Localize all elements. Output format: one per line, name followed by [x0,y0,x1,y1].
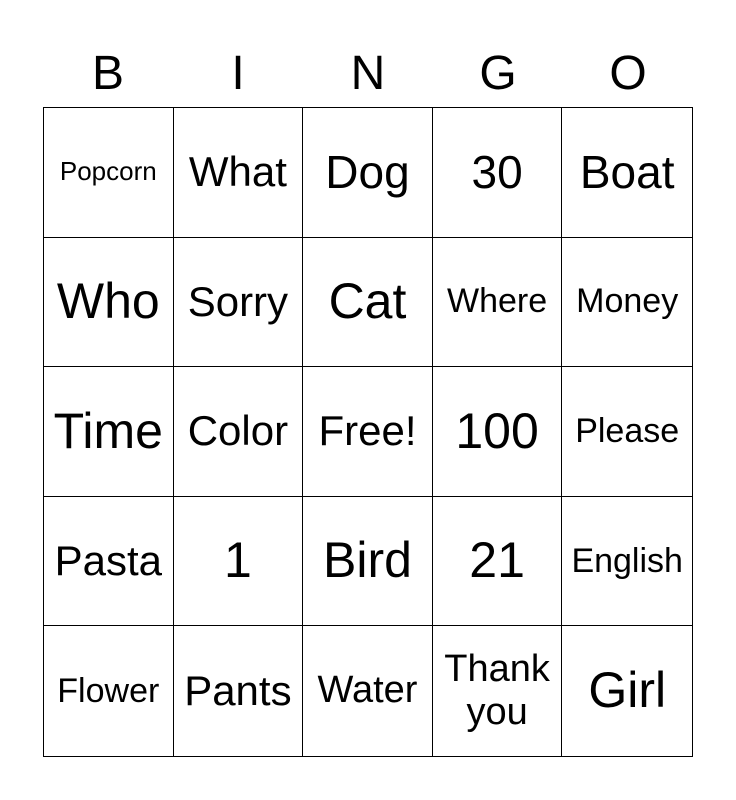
bingo-cell[interactable]: Thank you [433,626,563,756]
bingo-cell[interactable]: Cat [303,238,433,368]
bingo-cell[interactable]: Time [44,367,174,497]
bingo-cell[interactable]: English [562,497,692,627]
bingo-cell[interactable]: Popcorn [44,108,174,238]
bingo-cell[interactable]: Water [303,626,433,756]
bingo-cell[interactable]: 21 [433,497,563,627]
bingo-cell[interactable]: Please [562,367,692,497]
header-letter-n: N [350,47,386,100]
bingo-cell[interactable]: Girl [588,662,667,719]
bingo-cell[interactable]: Money [562,238,692,368]
free-space-cell[interactable]: Free! [303,367,433,497]
bingo-cell[interactable]: Boat [562,108,692,238]
bingo-cell[interactable]: Where [433,238,563,368]
bingo-cell[interactable]: What [174,108,304,238]
header-letter-i: I [231,47,245,100]
bingo-cell[interactable]: Color [174,367,304,497]
header-letter-g: G [479,47,517,100]
bingo-cell[interactable]: Bird [303,497,433,627]
bingo-cell[interactable]: Dog [303,108,433,238]
bingo-cell[interactable]: 1 [174,497,304,627]
bingo-board [43,107,693,757]
bingo-cell[interactable]: Flower [44,626,174,756]
bingo-cell[interactable]: Pasta [44,497,174,627]
header-letter-b: B [91,47,124,100]
bingo-cell[interactable]: 100 [433,367,563,497]
bingo-cell[interactable]: 30 [433,108,563,238]
header-letter-o: O [609,47,647,100]
bingo-header [43,40,693,108]
bingo-cell[interactable]: Sorry [174,238,304,368]
bingo-cell[interactable]: Who [44,238,174,368]
bingo-cell[interactable]: Pants [174,626,304,756]
